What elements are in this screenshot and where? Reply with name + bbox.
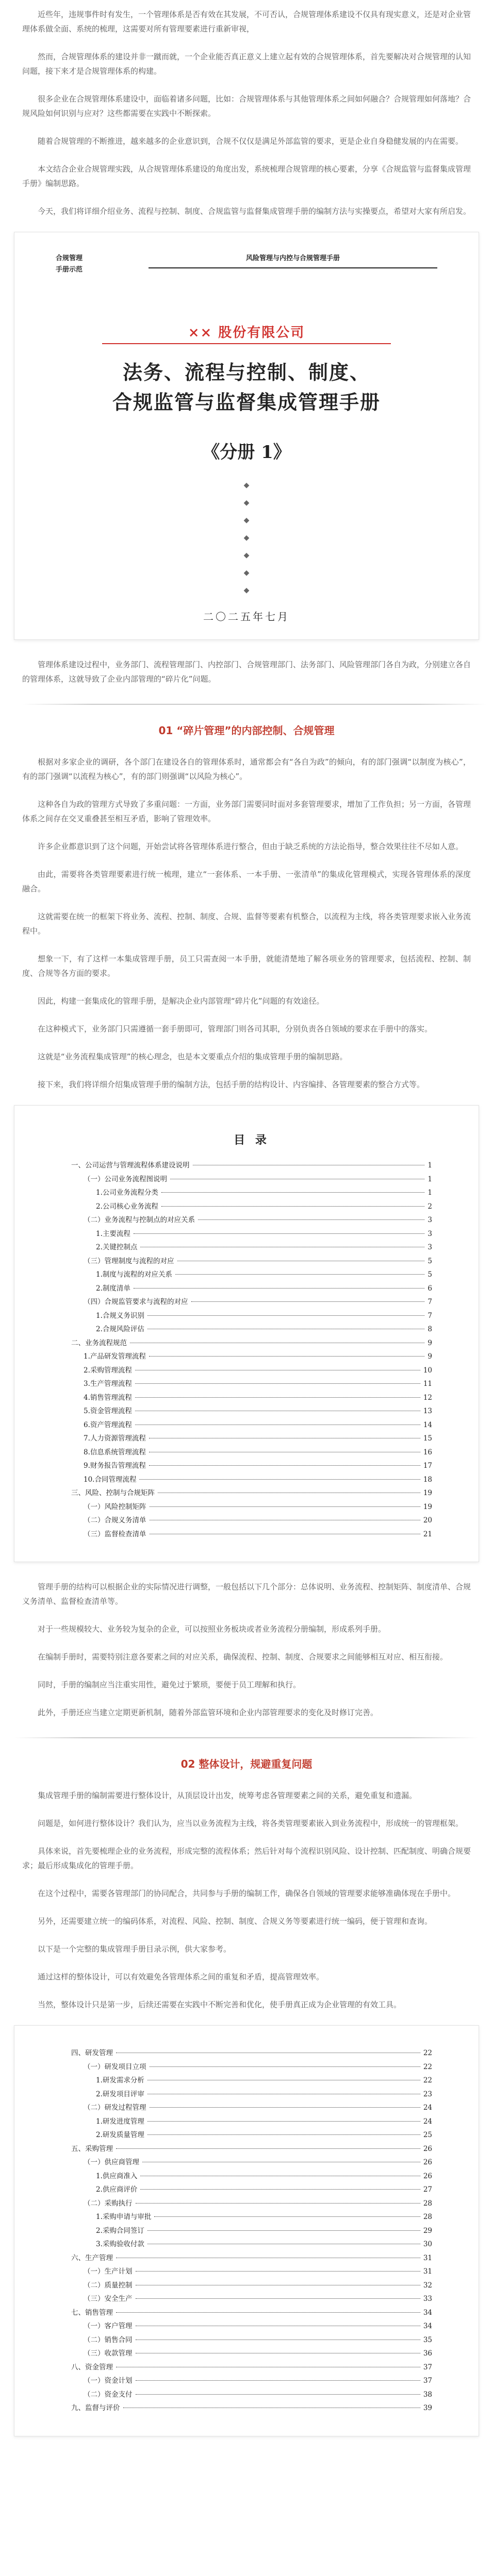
toc-entry-page: 31 xyxy=(423,2267,432,2276)
toc-entry-page: 1 xyxy=(428,1161,432,1170)
toc-entry-page: 20 xyxy=(423,1516,432,1524)
section-paragraph: 这就需要在统一的框架下将业务、流程、控制、制度、合规、监督等要素有机整合，以流程为主线，将各类管理要求嵌入业务流程中。 xyxy=(22,912,471,936)
toc-leader-dots xyxy=(198,1219,424,1220)
toc-leader-dots xyxy=(136,2203,420,2204)
toc-entry-page: 34 xyxy=(423,2322,432,2330)
toc-entry-page: 12 xyxy=(423,1393,432,1402)
cover-mark: ◆ xyxy=(243,586,250,595)
toc-entry xyxy=(71,2388,432,2402)
toc-entry-page: 39 xyxy=(423,2404,432,2412)
toc-entry-text: 7.人力资源管理流程 xyxy=(84,1434,146,1443)
toc-entry-text: 2.采购管理流程 xyxy=(84,1366,132,1375)
toc-entry xyxy=(71,2183,432,2197)
section-paragraph: 由此，需要将各类管理要素进行统一梳理，建立“一套体系、一本手册、一张清单”的集成化管理模式，实现各管理体系的深度融合。 xyxy=(22,870,471,893)
toc-entry-page: 19 xyxy=(423,1489,432,1497)
section-paragraph: 这种各自为政的管理方式导致了多重问题：一方面，业务部门需要同时面对多套管理要求，增加了工作负担；另一方面，各管理体系之间存在交叉重叠甚至相互矛盾，影响了管理效率。 xyxy=(22,800,471,823)
toc-entry-page: 28 xyxy=(423,2213,432,2221)
toc-entry-text: 8.信息系统管理流程 xyxy=(84,1448,146,1456)
toc-entry-text: 1.研发需求分析 xyxy=(96,2076,144,2084)
toc-entry-page: 7 xyxy=(428,1298,432,1306)
toc-entry-text: （一）客户管理 xyxy=(84,2322,133,2330)
toc-entry-page: 35 xyxy=(423,2335,432,2344)
section-paragraph: 接下来，我们将详细介绍集成管理手册的编制方法，包括手册的结构设计、内容编排、各管理要素的整合方式等。 xyxy=(38,1080,425,1089)
toc-entry-text: 1.制度与流程的对应关系 xyxy=(96,1270,172,1279)
toc-entry xyxy=(71,1514,432,1528)
toc-entry-page: 11 xyxy=(423,1380,432,1388)
cover-page xyxy=(14,232,479,639)
toc-entry xyxy=(71,2170,432,2183)
toc-entry xyxy=(71,1200,432,1214)
manual-title-line: 合规监管与监督集成管理手册 xyxy=(112,391,381,414)
toc-leader-dots xyxy=(135,1397,420,1398)
toc-entry xyxy=(71,2128,432,2142)
toc-entry xyxy=(71,2224,432,2238)
section-paragraph: 在这个过程中，需要各管理部门的协同配合，共同参与手册的编制工作，确保各自领域的管理要求能够准确体现在手册中。 xyxy=(38,1889,456,1898)
intro-paragraph: 今天，我们将详细介绍业务、流程与控制、制度、合规监管与监督集成管理手册的编制方法与实操要点，希望对大家有所启发。 xyxy=(38,207,471,216)
section-title: 02 整体设计，规避重复问题 xyxy=(180,1758,313,1770)
toc-entry-page: 21 xyxy=(423,1530,432,1538)
toc-entry xyxy=(71,1336,432,1350)
toc-entry xyxy=(71,1173,432,1187)
toc-leader-dots xyxy=(134,1233,425,1234)
toc-entry-page: 26 xyxy=(423,2158,432,2166)
toc-entry xyxy=(71,2361,432,2375)
intro-paragraph: 随着合规管理的不断推进，越来越多的企业意识到，合规不仅仅是满足外部监管的要求，更是企业自身稳健发展的内在需要。 xyxy=(38,137,464,146)
toc-entry xyxy=(71,1486,432,1500)
toc-entry-text: 1.公司业务流程分类 xyxy=(96,1189,158,1197)
toc-entry-page: 24 xyxy=(423,2117,432,2126)
toc-entry-page: 13 xyxy=(423,1407,432,1415)
toc-entry-page: 5 xyxy=(428,1257,432,1265)
toc-entry-page: 1 xyxy=(428,1189,432,1197)
section-paragraph: 当然，整体设计只是第一步，后续还需要在实践中不断完善和优化，使手册真正成为企业管理的有效工具。 xyxy=(38,2000,402,2009)
toc-entry xyxy=(71,1241,432,1255)
toc-entry xyxy=(71,1446,432,1460)
toc-entry-page: 29 xyxy=(423,2226,432,2235)
toc-entry-text: 2.研发项目评审 xyxy=(96,2090,144,2098)
toc-entry xyxy=(71,1350,432,1364)
intro-paragraph: 很多企业在合规管理体系建设中，面临着诸多问题，比如：合规管理体系与其他管理体系之间如何融合？合规管理如何落地？合规风险如何识别与应对？这些都需要在实践中不断探索。 xyxy=(22,94,471,118)
toc-entry-page: 17 xyxy=(423,1462,432,1470)
toc-entry xyxy=(71,2306,432,2320)
toc-rows xyxy=(71,1159,432,1541)
toc-entry xyxy=(71,2319,432,2333)
cover-mark: ◆ xyxy=(243,499,250,507)
cover-header-left-line: 手册示范 xyxy=(56,266,83,274)
toc-leader-dots xyxy=(149,1465,420,1466)
toc-entry xyxy=(71,2115,432,2129)
toc-entry-text: 2.供应商评价 xyxy=(96,2185,138,2194)
toc-entry-page: 30 xyxy=(423,2240,432,2248)
toc-entry-page: 3 xyxy=(428,1243,432,1251)
intro-paragraph: 然而，合规管理体系的建设并非一蹴而就，一个企业能否真正意义上建立起有效的合规管理体系，首先要解决对合规管理的认知问题，接下来才是合规管理体系的构建。 xyxy=(22,52,471,76)
cover-marks xyxy=(14,477,479,599)
toc-entry xyxy=(71,1377,432,1391)
section-paragraph: 同时，手册的编制应当注重实用性，避免过于繁琐，要便于员工理解和执行。 xyxy=(38,1680,301,1689)
toc-leader-dots xyxy=(150,2107,420,2108)
toc-entry xyxy=(71,1309,432,1323)
toc-entry xyxy=(71,1186,432,1200)
toc-leader-dots xyxy=(147,2121,420,2122)
toc-entry xyxy=(71,1213,432,1227)
toc-entry-text: 1.采购申请与审批 xyxy=(96,2213,152,2221)
toc-entry-page: 22 xyxy=(423,2076,432,2084)
toc-entry-text: （二）采购执行 xyxy=(84,2199,133,2208)
toc-entry-text: 六、生产管理 xyxy=(71,2253,113,2262)
toc-leader-dots xyxy=(134,1288,425,1289)
toc-entry-page: 6 xyxy=(428,1284,432,1293)
toc-entry-text: 4.销售管理流程 xyxy=(84,1393,132,1402)
section-2 xyxy=(22,1756,471,2012)
toc-entry-text: （一）供应商管理 xyxy=(84,2158,139,2166)
toc-entry xyxy=(71,2101,432,2115)
toc-entry-page: 28 xyxy=(423,2199,432,2208)
toc-entry-text: 五、采购管理 xyxy=(71,2144,113,2153)
section-paragraph: 这就是“业务流程集成管理”的核心理念，也是本文要重点介绍的集成管理手册的编制思路。 xyxy=(38,1052,348,1061)
toc-entry-page: 37 xyxy=(423,2377,432,2385)
toc-leader-dots xyxy=(149,1356,425,1357)
section-divider xyxy=(14,1737,479,1738)
toc-leader-dots xyxy=(150,2066,420,2067)
toc-entry-text: 1.主要流程 xyxy=(96,1229,130,1238)
section-title: 01 “碎片管理”的内部控制、合规管理 xyxy=(158,724,335,737)
company-rule xyxy=(102,343,391,344)
toc-entry-text: （一）风险控制矩阵 xyxy=(84,1502,146,1511)
toc-entry xyxy=(71,1295,432,1309)
toc-entry xyxy=(71,1459,432,1473)
toc-entry-text: （三）监督检查清单 xyxy=(84,1530,146,1538)
toc-leader-dots xyxy=(135,1383,420,1384)
toc-entry-page: 27 xyxy=(423,2185,432,2194)
toc-entry xyxy=(71,1528,432,1541)
toc-figure-2 xyxy=(14,2025,479,2436)
toc-entry-text: 3.生产管理流程 xyxy=(84,1380,132,1388)
toc-entry xyxy=(71,1255,432,1268)
toc-entry-text: （二）合规义务清单 xyxy=(84,1516,146,1524)
toc-entry-page: 37 xyxy=(423,2363,432,2371)
toc-leader-dots xyxy=(161,1192,425,1193)
toc-entry-text: （一）资金计划 xyxy=(84,2377,133,2385)
toc-entry-text: （二）销售合同 xyxy=(84,2335,133,2344)
toc-entry-text: 二、业务流程规范 xyxy=(71,1338,127,1347)
cover-mark: ◆ xyxy=(243,551,250,560)
toc-entry-text: 1.合规义务识别 xyxy=(96,1311,144,1320)
company-name: ×× 股份有限公司 xyxy=(188,325,305,341)
toc-entry xyxy=(71,2347,432,2361)
toc-entry-page: 8 xyxy=(428,1325,432,1333)
toc-rows xyxy=(71,2046,432,2415)
toc-leader-dots xyxy=(150,1506,420,1507)
toc-entry xyxy=(71,1159,432,1173)
toc-entry-page: 22 xyxy=(423,2049,432,2057)
toc-leader-dots xyxy=(161,1206,425,1207)
toc-entry xyxy=(71,2046,432,2060)
toc-entry-page: 22 xyxy=(423,2062,432,2071)
toc-entry xyxy=(71,2210,432,2224)
toc-entry-text: 2.关键控制点 xyxy=(96,1243,138,1251)
toc-entry xyxy=(71,1432,432,1446)
toc-entry xyxy=(71,2074,432,2088)
toc-entry xyxy=(71,2088,432,2102)
toc-figure-1 xyxy=(14,1105,479,1562)
toc-entry xyxy=(71,1473,432,1487)
toc-leader-dots xyxy=(140,2189,420,2190)
toc-entry-text: （四）合规监管要求与流程的对应 xyxy=(84,1298,188,1306)
toc-entry-page: 14 xyxy=(423,1420,432,1429)
toc-leader-dots xyxy=(191,1301,425,1302)
toc-entry xyxy=(71,2333,432,2347)
section-paragraph: 集成管理手册的编制需要进行整体设计，从顶层设计出发，统筹考虑各管理要素之间的关系，避免重复和遗漏。 xyxy=(38,1791,417,1800)
toc-entry-text: 2.采购合同签订 xyxy=(96,2226,144,2235)
toc-title: 目 录 xyxy=(234,1133,270,1147)
toc-entry xyxy=(71,2060,432,2074)
toc-entry-text: （三）安全生产 xyxy=(84,2295,133,2303)
section-paragraph: 以下是一个完整的集成管理手册目录示例，供大家参考。 xyxy=(38,1944,232,1954)
section-paragraph: 根据对多家企业的调研，各个部门在建设各自的管理体系时，通常都会有“各自为政”的倾向，有的部门强调“以制度为核心”，有的部门强调“以流程为核心”，有的部门则强调“以风险为核心”。 xyxy=(22,757,471,781)
toc-entry-text: 2.公司核心业务流程 xyxy=(96,1202,158,1211)
toc-page-1 xyxy=(14,1106,479,1562)
toc-entry-text: （三）管理制度与流程的对应 xyxy=(84,1257,174,1265)
toc-entry xyxy=(71,2156,432,2170)
section-paragraph: 通过这样的整体设计，可以有效避免各管理体系之间的重复和矛盾，提高管理效率。 xyxy=(38,1972,324,1981)
section-paragraph: 此外，手册还应当建立定期更新机制，随着外部监管环境和企业内部管理要求的变化及时修订完善。 xyxy=(38,1708,379,1717)
toc-entry-page: 36 xyxy=(423,2349,432,2358)
toc-entry xyxy=(71,2401,432,2415)
toc-entry-text: 2.制度清单 xyxy=(96,1284,130,1293)
toc-entry-text: （一）公司业务流程图说明 xyxy=(84,1175,167,1183)
section-between xyxy=(22,1580,471,1720)
toc-entry xyxy=(71,2265,432,2279)
toc-entry-page: 15 xyxy=(423,1434,432,1443)
toc-entry-page: 18 xyxy=(423,1475,432,1484)
toc-entry-page: 32 xyxy=(423,2281,432,2290)
toc-entry-text: （一）生产计划 xyxy=(84,2267,133,2276)
toc-entry-text: 1.供应商准入 xyxy=(96,2172,138,2180)
cover-date: 二〇二五年七月 xyxy=(203,611,290,623)
cover-header xyxy=(14,232,479,276)
toc-page-2 xyxy=(14,2026,479,2436)
toc-entry xyxy=(71,1418,432,1432)
toc-entry-page: 16 xyxy=(423,1448,432,1456)
toc-leader-dots xyxy=(116,2148,420,2149)
cover-header-left-line: 合规管理 xyxy=(56,255,83,262)
toc-entry xyxy=(71,2142,432,2156)
intro-paragraph: 近些年，违规事件时有发生，一个管理体系是否有效在其发展，不可否认，合规管理体系建设不仅具有现实意义，还是对企业管理体系做全面、系统的梳理，这需要对所有管理要素进行重新审视， xyxy=(22,10,471,33)
section-paragraph: 问题是，如何进行整体设计？我们认为，应当以业务流程为主线，将各类管理要素嵌入到业务流程中，形成统一的管理框架。 xyxy=(38,1819,464,1828)
toc-entry-text: 三、风险、控制与合规矩阵 xyxy=(71,1489,155,1497)
section-paragraph: 许多企业都意识到了这个问题，开始尝试将各管理体系进行整合，但由于缺乏系统的方法论指导，整合效果往往不尽如人意。 xyxy=(38,842,464,851)
toc-leader-dots xyxy=(136,2271,420,2272)
toc-entry-page: 26 xyxy=(423,2144,432,2153)
toc-entry-text: 1.产品研发管理流程 xyxy=(84,1352,146,1361)
toc-entry-text: （二）业务流程与控制点的对应关系 xyxy=(84,1216,195,1224)
toc-entry xyxy=(71,1500,432,1514)
cover-header-right: 风险管理与内控与合规管理手册 xyxy=(149,253,437,268)
toc-leader-dots xyxy=(175,1274,425,1275)
section-paragraph: 具体来说，首先要梳理企业的业务流程，形成完整的流程体系；然后针对每个流程识别风险、设计控制、匹配制度、明确合规要求；最后形成集成化的管理手册。 xyxy=(22,1846,471,1870)
toc-entry-text: 七、销售管理 xyxy=(71,2308,113,2317)
cover-page-figure xyxy=(14,232,479,640)
manual-title xyxy=(14,358,479,417)
toc-entry xyxy=(71,2279,432,2293)
toc-entry-text: 6.资产管理流程 xyxy=(84,1420,132,1429)
toc-entry-page: 23 xyxy=(423,2090,432,2098)
cover-mark: ◆ xyxy=(243,516,250,524)
toc-entry-page: 3 xyxy=(428,1229,432,1238)
toc-leader-dots xyxy=(136,2380,420,2381)
toc-entry-page: 38 xyxy=(423,2390,432,2399)
toc-entry-text: 2.合规风险评估 xyxy=(96,1325,144,1333)
section-paragraph: 对于一些规模较大、业务较为复杂的企业，可以按照业务板块或者业务流程分册编制，形成系列手册。 xyxy=(38,1624,386,1634)
toc-entry xyxy=(71,1323,432,1336)
section-paragraph: 管理手册的结构可以根据企业的实际情况进行调整，一般包括以下几个部分：总体说明、业务流程、控制矩阵、制度清单、合规义务清单、监督检查清单等。 xyxy=(22,1582,471,1606)
toc-entry xyxy=(71,2197,432,2211)
toc-entry-page: 26 xyxy=(423,2172,432,2180)
toc-entry-page: 9 xyxy=(428,1338,432,1347)
toc-entry-page: 9 xyxy=(428,1352,432,1361)
cover-mark: ◆ xyxy=(243,569,250,577)
toc-entry-text: 2.研发质量管理 xyxy=(96,2131,144,2139)
toc-entry xyxy=(71,1404,432,1418)
section-paragraph: 在编制手册时，需要特别注意各要素之间的对应关系，确保流程、控制、制度、合规要求之间能够相互对应、相互衔接。 xyxy=(38,1652,448,1662)
toc-entry-page: 19 xyxy=(423,1502,432,1511)
toc-entry-page: 33 xyxy=(423,2295,432,2303)
toc-entry-text: （二）质量控制 xyxy=(84,2281,133,2290)
toc-entry-text: （三）收款管理 xyxy=(84,2349,133,2358)
toc-leader-dots xyxy=(139,1479,420,1480)
toc-entry-page: 1 xyxy=(428,1175,432,1183)
toc-entry-page: 24 xyxy=(423,2104,432,2112)
section-paragraph: 在这种模式下，业务部门只需遵循一套手册即可，管理部门则各司其职，分别负责各自领域的要求在手册中的落实。 xyxy=(38,1024,433,1033)
toc-entry-text: 一、公司运营与管理流程体系建设说明 xyxy=(71,1161,190,1170)
intro-paragraph: 本文结合企业合规管理实践，从合规管理体系建设的角度出发，系统梳理合规管理的核心要素，分享《合规监管与监督集成管理手册》编制思路。 xyxy=(22,164,471,188)
toc-entry-page: 34 xyxy=(423,2308,432,2317)
toc-leader-dots xyxy=(154,2216,420,2217)
volume-label: 《分册 1》 xyxy=(202,442,291,463)
section-paragraph: 管理体系建设过程中，业务部门、流程管理部门、内控部门、合规管理部门、法务部门、风险管理部门各自为政，分别建立各自的管理体系，这就导致了企业内部管理的“碎片化”问题。 xyxy=(22,660,471,684)
toc-entry-text: （二）研发过程管理 xyxy=(84,2104,146,2112)
toc-entry-text: （二）资金支付 xyxy=(84,2390,133,2399)
toc-entry-text: 3.采购验收付款 xyxy=(96,2240,144,2248)
toc-entry xyxy=(71,1227,432,1241)
section-paragraph: 想象一下，有了这样一本集成管理手册，员工只需查阅一本手册，就能清楚地了解各项业务的管理要求，包括流程、控制、制度、合规等各方面的要求。 xyxy=(22,954,471,978)
manual-title-line: 法务、流程与控制、制度、 xyxy=(122,361,370,384)
toc-entry xyxy=(71,1364,432,1378)
section-1 xyxy=(22,657,471,1092)
section-divider xyxy=(22,704,486,705)
toc-leader-dots xyxy=(116,2312,420,2313)
toc-entry xyxy=(71,2238,432,2251)
toc-entry xyxy=(71,1391,432,1405)
toc-entry-text: 八、资金管理 xyxy=(71,2363,113,2371)
toc-entry-page: 5 xyxy=(428,1270,432,1279)
toc-entry-text: 10.合同管理流程 xyxy=(84,1475,137,1484)
toc-entry-page: 2 xyxy=(428,1202,432,1211)
cover-mark: ◆ xyxy=(243,534,250,542)
cover-mark: ◆ xyxy=(243,481,250,489)
section-paragraph: 另外，还需要建立统一的编码体系，对流程、风险、控制、制度、合规义务等要素进行统一编码，便于管理和查询。 xyxy=(38,1917,433,1926)
cover-header-left xyxy=(56,253,149,276)
intro-section xyxy=(22,0,471,218)
toc-leader-dots xyxy=(147,2134,420,2135)
toc-entry-text: 九、监督与评价 xyxy=(71,2404,120,2412)
toc-leader-dots xyxy=(147,2230,420,2231)
toc-entry xyxy=(71,2251,432,2265)
toc-entry xyxy=(71,1282,432,1296)
toc-entry-page: 3 xyxy=(428,1216,432,1224)
toc-entry-text: 9.财务报告管理流程 xyxy=(84,1462,146,1470)
toc-entry-page: 31 xyxy=(423,2253,432,2262)
section-paragraph: 因此，构建一套集成化的管理手册，是解决企业内部管理“碎片化”问题的有效途径。 xyxy=(38,996,324,1006)
toc-entry-page: 7 xyxy=(428,1311,432,1320)
toc-entry-page: 25 xyxy=(423,2131,432,2139)
toc-entry-text: 1.研发进度管理 xyxy=(96,2117,144,2126)
toc-entry-text: 5.资金管理流程 xyxy=(84,1407,132,1415)
toc-entry-page: 10 xyxy=(423,1366,432,1375)
toc-entry-text: 四、研发管理 xyxy=(71,2049,113,2057)
toc-leader-dots xyxy=(136,2394,420,2395)
toc-entry xyxy=(71,2374,432,2388)
toc-entry-text: （一）研发项目立项 xyxy=(84,2062,146,2071)
toc-entry xyxy=(71,2292,432,2306)
toc-leader-dots xyxy=(136,2298,420,2299)
toc-leader-dots xyxy=(147,1315,425,1316)
toc-entry xyxy=(71,1268,432,1282)
